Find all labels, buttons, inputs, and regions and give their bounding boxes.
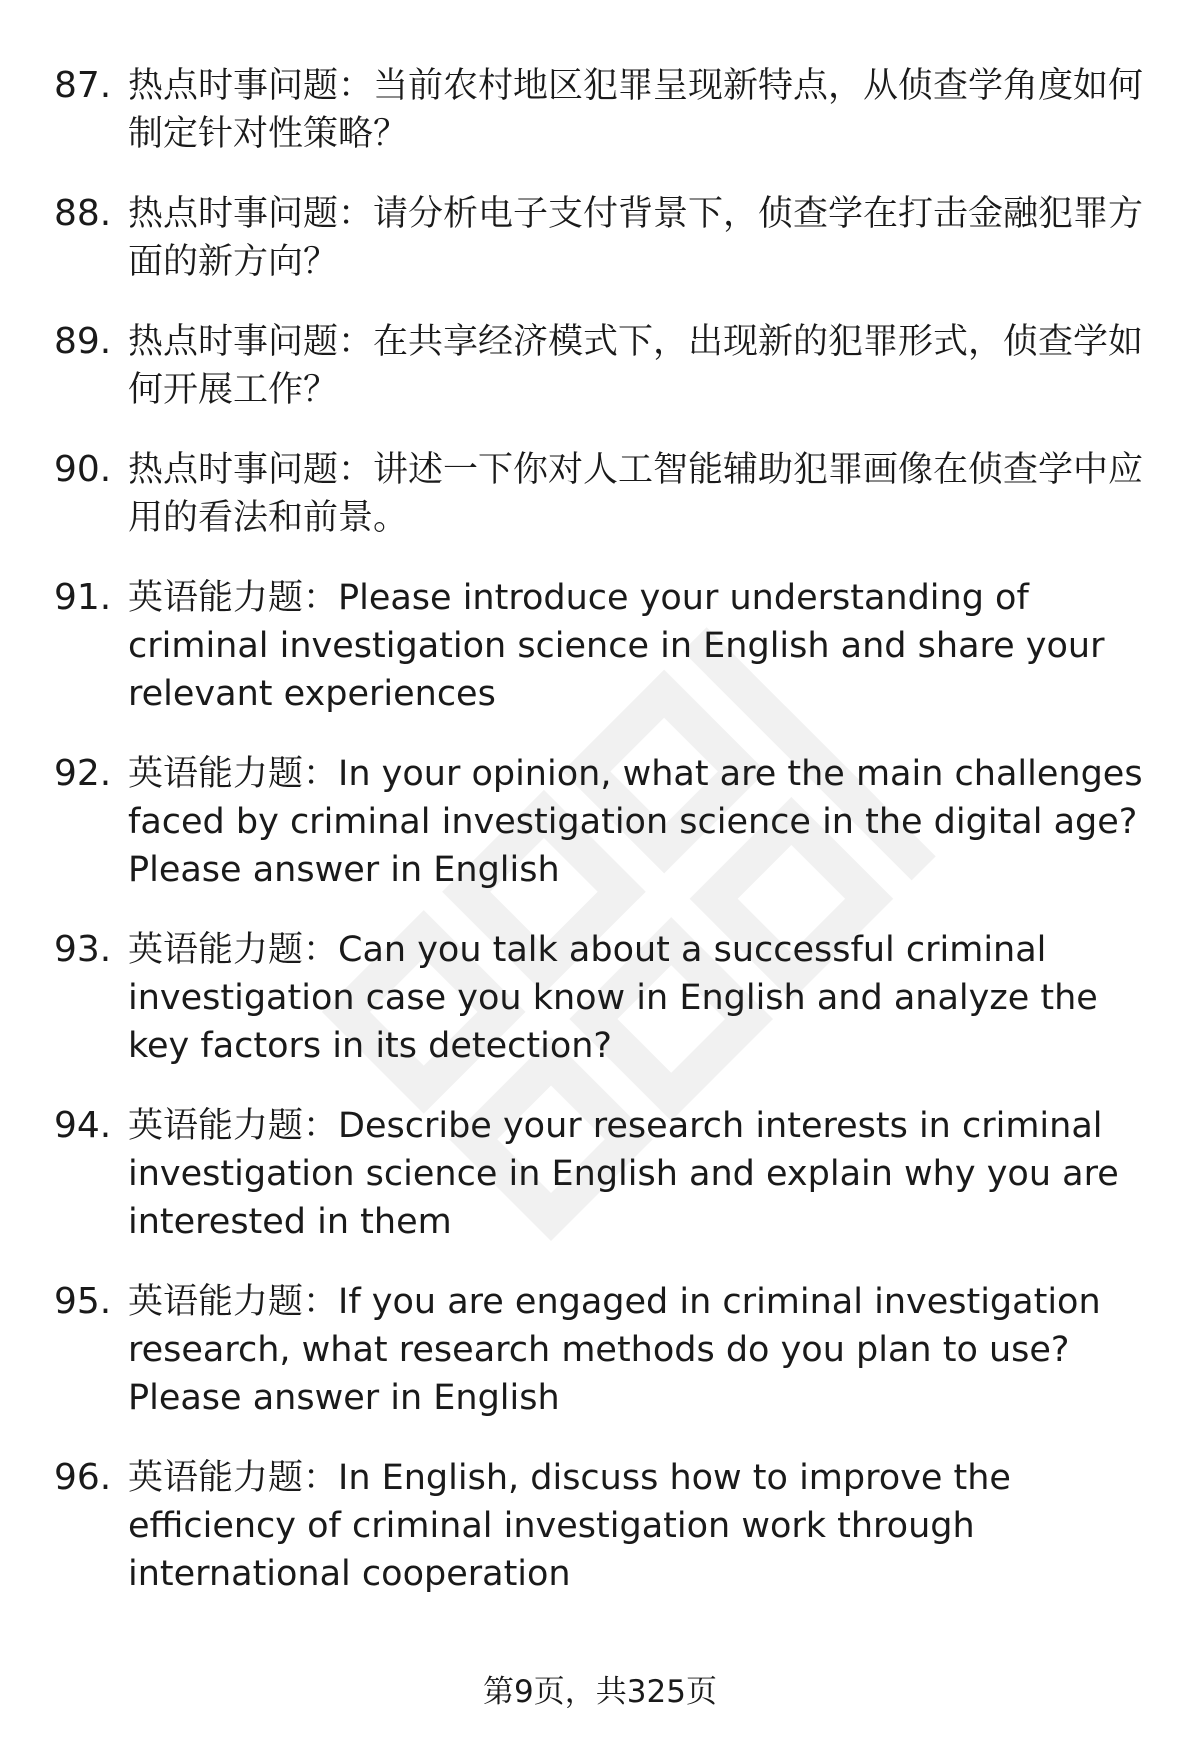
question-item	[54, 62, 1144, 158]
question-item	[54, 1102, 1144, 1246]
question-text: 英语能力题：If you are engaged in criminal investigation research, what research methods do you plan to use? Please answer in English	[128, 1282, 1101, 1418]
question-number: 92.	[54, 753, 112, 794]
question-list	[54, 62, 1144, 1630]
question-number: 91.	[54, 577, 112, 618]
question-item	[54, 1278, 1144, 1422]
question-text: 热点时事问题：讲述一下你对人工智能辅助犯罪画像在侦查学中应用的看法和前景。	[128, 450, 1144, 538]
question-number: 94.	[54, 1105, 112, 1146]
question-item	[54, 750, 1144, 894]
question-number: 90.	[54, 449, 112, 490]
question-number: 95.	[54, 1281, 112, 1322]
page-indicator: 第9页，共325页	[483, 1674, 717, 1710]
question-item	[54, 446, 1144, 542]
question-item	[54, 190, 1144, 286]
question-text: 英语能力题：In English, discuss how to improve the efficiency of criminal investigation work through international cooperation	[128, 1458, 1011, 1594]
question-text: 英语能力题：In your opinion, what are the main challenges faced by criminal investigation science in the digital age? Please answer in English	[128, 754, 1143, 890]
question-number: 87.	[54, 65, 112, 106]
question-text: 热点时事问题：在共享经济模式下，出现新的犯罪形式，侦查学如何开展工作？	[128, 322, 1144, 410]
question-number: 93.	[54, 929, 112, 970]
question-item	[54, 926, 1144, 1070]
question-text: 英语能力题：Describe your research interests in criminal investigation science in English and explain why you are interested in them	[128, 1106, 1119, 1242]
question-text: 英语能力题：Can you talk about a successful criminal investigation case you know in English and analyze the key factors in its detection?	[128, 930, 1098, 1066]
question-number: 88.	[54, 193, 112, 234]
question-text: 热点时事问题：当前农村地区犯罪呈现新特点，从侦查学角度如何制定针对性策略？	[128, 66, 1144, 154]
question-number: 96.	[54, 1457, 112, 1498]
question-item	[54, 318, 1144, 414]
question-item	[54, 574, 1144, 718]
question-text: 热点时事问题：请分析电子支付背景下，侦查学在打击金融犯罪方面的新方向？	[128, 194, 1144, 282]
question-item	[54, 1454, 1144, 1598]
question-text: 英语能力题：Please introduce your understanding of criminal investigation science in English and share your relevant experiences	[128, 578, 1105, 714]
question-number: 89.	[54, 321, 112, 362]
